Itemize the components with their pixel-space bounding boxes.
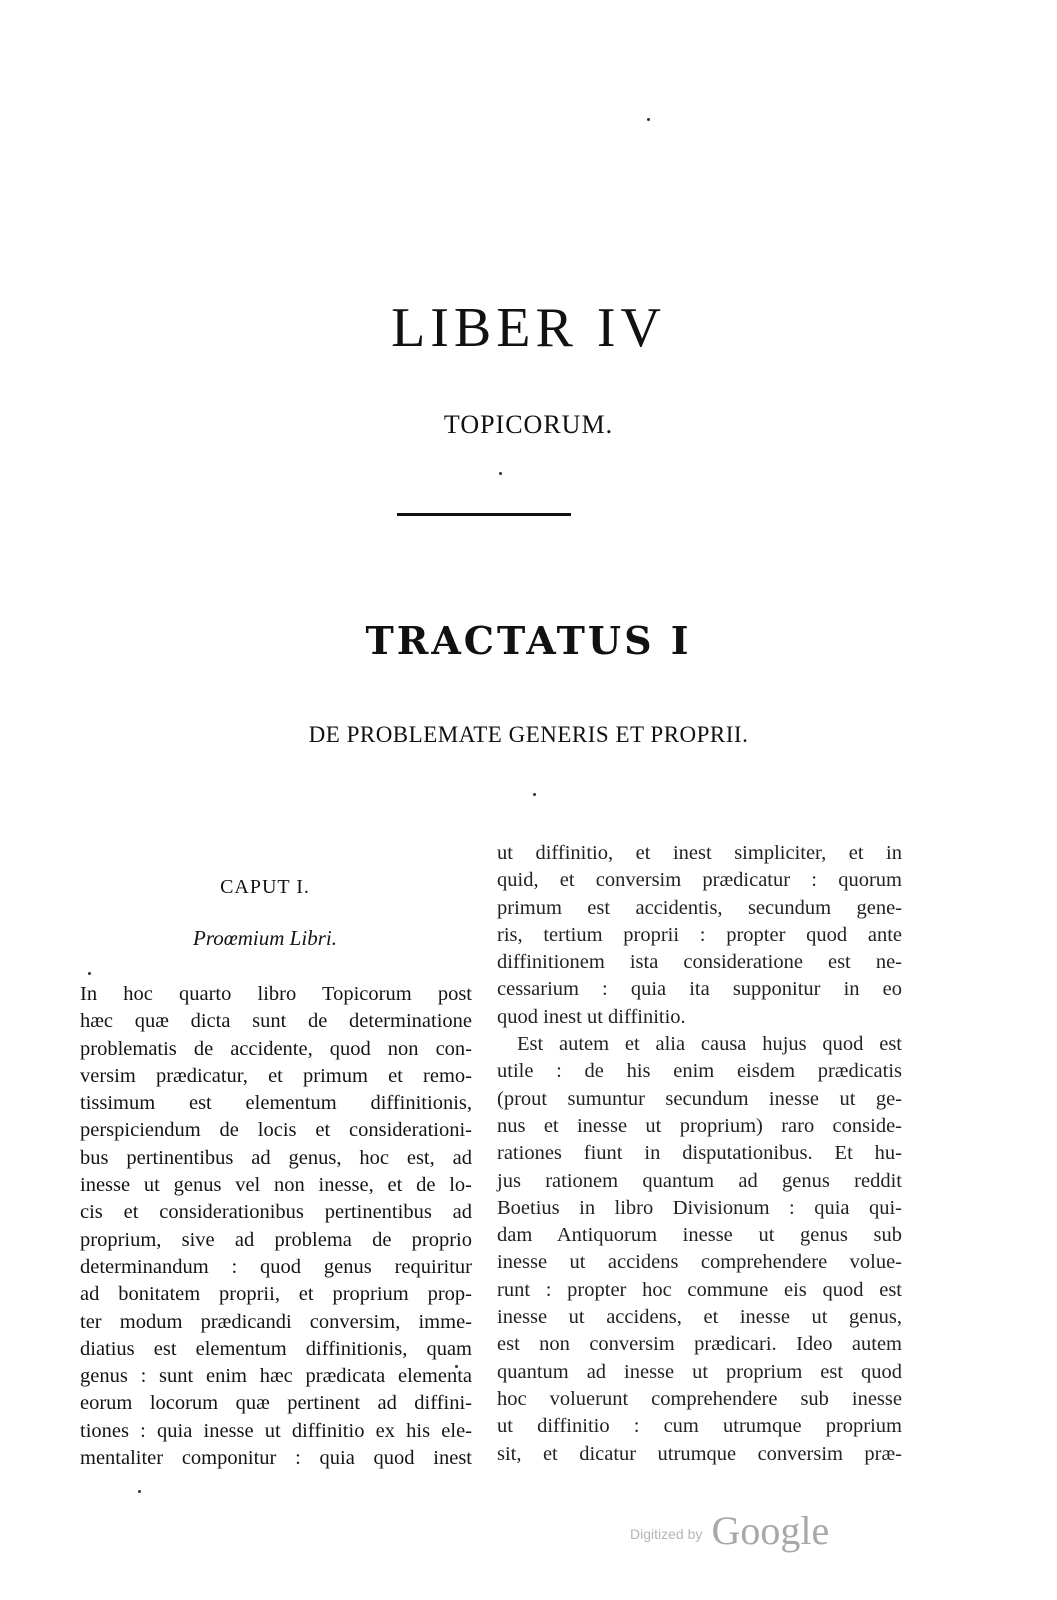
scan-speck — [533, 793, 536, 796]
right-text-column — [497, 840, 902, 1468]
text-line: genus : sunt enim hæc prædicata elementa — [80, 1365, 472, 1388]
text-line: proprium, sive ad problema de proprio — [80, 1228, 472, 1251]
digitized-by-google-watermark — [630, 1507, 829, 1554]
text-line: rationes fiunt in disputationibus. Et hu- — [497, 1142, 902, 1165]
text-line: diffinitionem ista consideratione est ne- — [497, 951, 902, 974]
text-line: sit, et dicatur utrumque conversim præ- — [497, 1442, 902, 1465]
google-logo-text: Google — [711, 1508, 830, 1553]
text-line: cessarium : quia ita supponitur in eo — [497, 978, 902, 1001]
text-line: versim prædicatur, et primum et remo- — [80, 1064, 472, 1087]
scan-speck — [499, 472, 502, 475]
text-line: ter modum prædicandi conversim, imme- — [80, 1310, 472, 1333]
text-line: inesse ut genus vel non inesse, et de lo- — [80, 1174, 472, 1197]
text-line: est non conversim prædicari. Ideo autem — [497, 1333, 902, 1356]
text-line: Est autem et alia causa hujus quod est — [517, 1033, 902, 1056]
text-line: ad bonitatem proprii, et proprium prop- — [80, 1283, 472, 1306]
text-line: cis et considerationibus pertinentibus ad — [80, 1201, 472, 1224]
text-line: nus et inesse ut proprium) raro conside- — [497, 1114, 902, 1137]
tractatus-subtitle: DE PROBLEMATE GENERIS ET PROPRII. — [308, 722, 749, 747]
text-line: In hoc quarto libro Topicorum post — [80, 983, 472, 1005]
text-line: inesse ut accidens, et inesse ut genus, — [497, 1306, 902, 1329]
title-rule — [397, 513, 571, 516]
text-line: perspiciendum de locis et considerationi- — [80, 1119, 472, 1142]
chapter-subheading: Proœmium Libri. — [193, 926, 337, 950]
text-line: utile : de his enim eisdem prædicatis — [497, 1060, 902, 1083]
text-line: tiones : quia inesse ut diffinitio ex his ele- — [80, 1419, 472, 1442]
text-line: ris, tertium proprii : propter quod ante — [497, 923, 902, 946]
text-line: hæc quæ dicta sunt de determinatione — [80, 1010, 472, 1033]
text-line: determinandum : quod genus requiritur — [80, 1255, 472, 1278]
book-subtitle: TOPICORUM. — [443, 410, 614, 439]
text-line: hoc voluerunt comprehendere sub inesse — [497, 1387, 902, 1410]
text-line: problematis de accidente, quod non con- — [80, 1037, 472, 1060]
scan-speck — [138, 1490, 141, 1493]
digitized-by-label: Digitized by — [630, 1526, 703, 1542]
text-line: primum est accidentis, secundum gene- — [497, 896, 902, 919]
text-line: bus pertinentibus ad genus, hoc est, ad — [80, 1146, 472, 1169]
left-text-column — [80, 981, 472, 1472]
text-line: inesse ut accidens comprehendere volue- — [497, 1251, 902, 1274]
tractatus-heading: TRACTATUS I — [365, 618, 692, 663]
text-line: (prout sumuntur secundum inesse ut ge- — [497, 1087, 902, 1110]
text-line: mentaliter componitur : quia quod inest — [80, 1447, 472, 1470]
chapter-heading: CAPUT I. — [220, 876, 310, 898]
text-line: quod inest ut diffinitio. — [497, 1005, 686, 1028]
text-line: diatius est elementum diffinitionis, quam — [80, 1337, 472, 1360]
text-line: tissimum est elementum diffinitionis, — [80, 1092, 472, 1115]
book-title: LIBER IV — [391, 297, 666, 359]
text-line: quantum ad inesse ut proprium est quod — [497, 1360, 902, 1383]
text-line: jus rationem quantum ad genus reddit — [497, 1169, 902, 1192]
text-line: quid, et conversim prædicatur : quorum — [497, 869, 902, 892]
text-line: ut diffinitio, et inest simpliciter, et in — [497, 842, 902, 864]
scan-speck — [647, 118, 650, 121]
text-line: dam Antiquorum inesse ut genus sub — [497, 1224, 902, 1247]
text-line: Boetius in libro Divisionum : quia qui- — [497, 1196, 902, 1219]
text-line: eorum locorum quæ pertinent ad diffini- — [80, 1392, 472, 1415]
text-line: runt : propter hoc commune eis quod est — [497, 1278, 902, 1301]
scan-speck — [88, 972, 91, 975]
text-line: ut diffinitio : cum utrumque proprium — [497, 1415, 902, 1438]
